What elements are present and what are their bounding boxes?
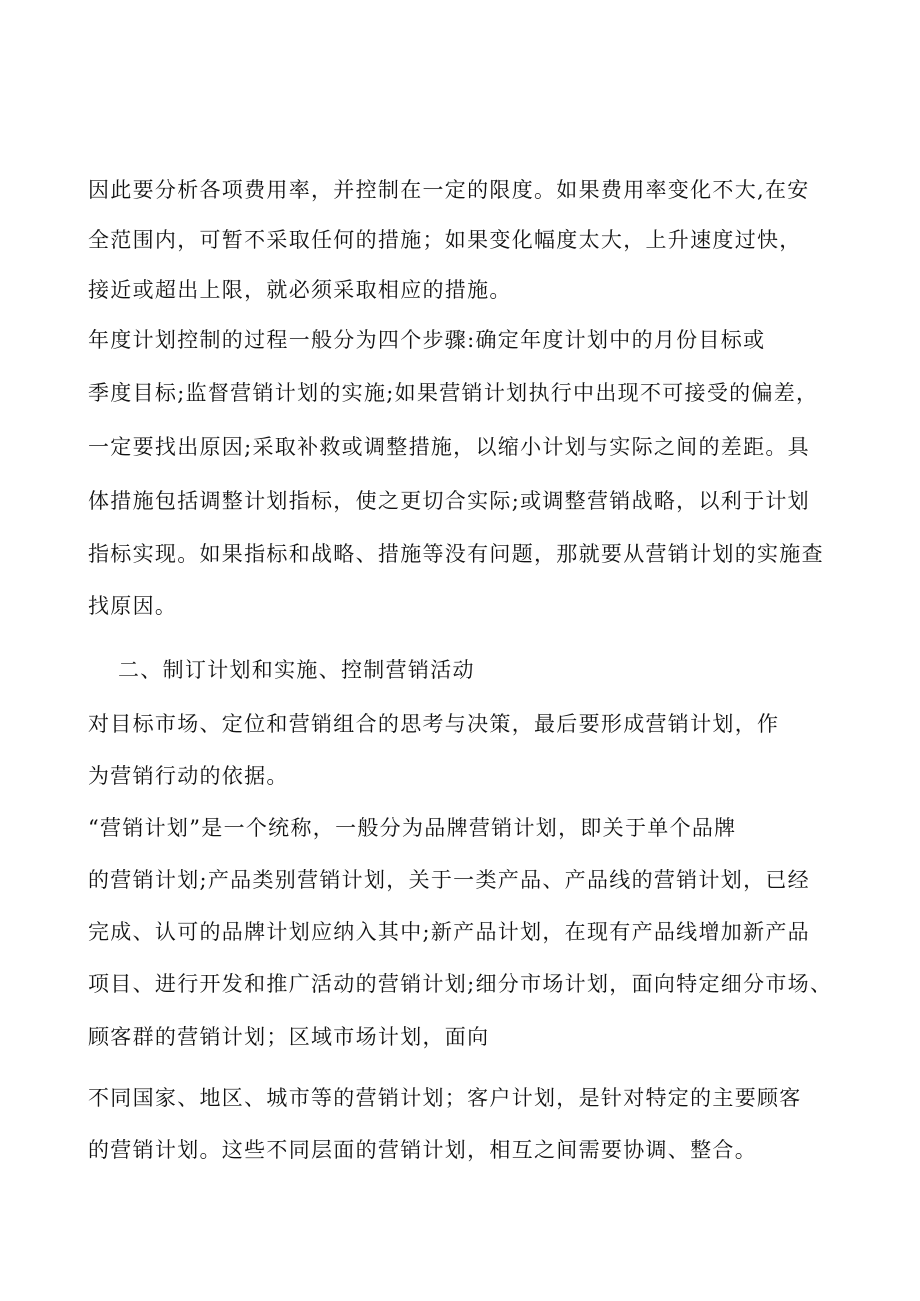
- paragraph-line-2: 全范围内，可暂不采取任何的措施；如果变化幅度太大，上升速度过快，: [88, 228, 802, 252]
- paragraph-line-12: “营销计划”是一个统称，一般分为品牌营销计划，即关于单个品牌: [88, 816, 737, 840]
- paragraph-line-3: 接近或超出上限，就必须采取相应的措施。: [88, 278, 512, 302]
- paragraph-line-13: 的营销计划;产品类别营销计划，关于一类产品、产品线的营销计划，已经: [88, 868, 810, 892]
- paragraph-line-7: 体措施包括调整计划指标，使之更切合实际;或调整营销战略，以利于计划: [88, 489, 810, 513]
- paragraph-line-4: 年度计划控制的过程一般分为四个步骤:确定年度计划中的月份目标或: [88, 328, 766, 352]
- paragraph-line-15: 项目、进行开发和推广活动的营销计划;细分市场计划，面向特定细分市场、: [88, 972, 833, 996]
- paragraph-line-9: 找原因。: [88, 594, 178, 618]
- section-heading: 二、制订计划和实施、控制营销活动: [118, 658, 475, 682]
- paragraph-line-5: 季度目标;监督营销计划的实施;如果营销计划执行中出现不可接受的偏差，: [88, 381, 819, 405]
- paragraph-line-10: 对目标市场、定位和营销组合的思考与决策，最后要形成营销计划，作: [88, 712, 780, 736]
- paragraph-line-11: 为营销行动的依据。: [88, 764, 289, 788]
- paragraph-line-18: 的营销计划。这些不同层面的营销计划，相互之间需要协调、整合。: [88, 1138, 757, 1162]
- paragraph-line-17: 不同国家、地区、城市等的营销计划；客户计划，是针对特定的主要顾客: [88, 1086, 802, 1110]
- paragraph-line-14: 完成、认可的品牌计划应纳入其中;新产品计划，在现有产品线增加新产品: [88, 920, 810, 944]
- paragraph-line-16: 顾客群的营销计划；区域市场计划，面向: [88, 1025, 490, 1049]
- paragraph-line-1: 因此要分析各项费用率，并控制在一定的限度。如果费用率变化不大,在安: [88, 178, 810, 202]
- paragraph-line-6: 一定要找出原因;采取补救或调整措施，以缩小计划与实际之间的差距。具: [88, 435, 810, 459]
- paragraph-line-8: 指标实现。如果指标和战略、措施等没有问题，那就要从营销计划的实施查: [88, 542, 824, 566]
